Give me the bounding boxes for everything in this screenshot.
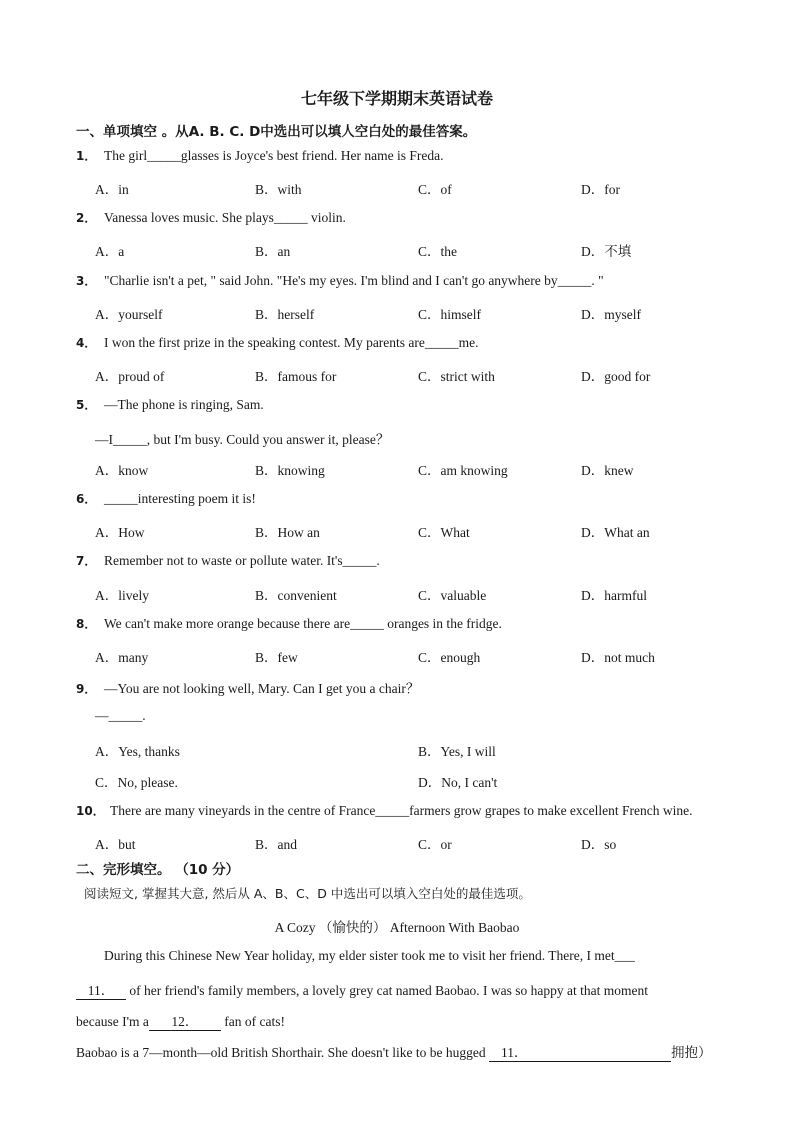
passage-line-4: Baobao is a 7—month—old British Shorthair. She doesn't like to be hugged 11． 拥抱） bbox=[76, 1041, 712, 1062]
question-3: 3． "Charlie isn't a pet, " said John. "He's my eyes. I'm blind and I can't go anywhere by_____. " bbox=[76, 273, 604, 288]
option-b: B．Yes, I will bbox=[418, 744, 496, 759]
option-d: D．so bbox=[581, 837, 617, 852]
option-c: C．No, please. bbox=[95, 775, 178, 790]
option-c: C．What bbox=[418, 525, 470, 540]
option-b: B．famous for bbox=[255, 369, 337, 384]
option-b: B．with bbox=[255, 182, 302, 197]
section2-heading: 二、完形填空。 （10 分） bbox=[76, 862, 240, 878]
option-b: B．knowing bbox=[255, 463, 325, 478]
question-4-options bbox=[95, 365, 775, 383]
question-7-options bbox=[95, 584, 775, 602]
option-b: B．convenient bbox=[255, 588, 337, 603]
option-b: B．and bbox=[255, 837, 297, 852]
question-6-options bbox=[95, 521, 775, 539]
blank-11: 11． bbox=[76, 979, 126, 1000]
option-a: A．proud of bbox=[95, 369, 165, 384]
passage-line-1: During this Chinese New Year holiday, my elder sister took me to visit her friend. There, I met___ bbox=[104, 948, 635, 963]
question-10-options bbox=[95, 833, 775, 851]
option-d: D．myself bbox=[581, 307, 641, 322]
option-a: A．know bbox=[95, 463, 149, 478]
page-title: 七年级下学期期末英语试卷 bbox=[300, 89, 493, 108]
passage-title: A Cozy （愉快的） Afternoon With Baobao bbox=[274, 920, 520, 935]
option-d: D．harmful bbox=[581, 588, 647, 603]
option-d: D．不填 bbox=[581, 244, 632, 259]
passage-line-2: 11． of her friend's family members, a lovely grey cat named Baobao. I was so happy at that moment bbox=[76, 979, 648, 1000]
question-9-dialogue: —_____. bbox=[95, 708, 146, 723]
question-10: 10． There are many vineyards in the centre of France_____farmers grow grapes to make excellent French wine. bbox=[76, 803, 693, 818]
option-d: D．good for bbox=[581, 369, 651, 384]
blank-11-second: 11． bbox=[489, 1041, 671, 1062]
question-5: 5． —The phone is ringing, Sam. bbox=[76, 397, 264, 412]
option-b: B．herself bbox=[255, 307, 315, 322]
option-a: A．lively bbox=[95, 588, 149, 603]
option-d: D．knew bbox=[581, 463, 634, 478]
question-9: 9． —You are not looking well, Mary. Can I get you a chair？ bbox=[76, 681, 420, 696]
question-2: 2． Vanessa loves music. She plays_____ violin. bbox=[76, 210, 346, 225]
passage-line-3: because I'm a 12． fan of cats! bbox=[76, 1010, 285, 1031]
section1-heading: 一、单项填空 。从A. B. C. D中选出可以填人空白处的最佳答案。 bbox=[76, 124, 477, 140]
section2-instructions: 阅读短文, 掌握其大意, 然后从 A、B、C、D 中选出可以填入空白处的最佳选项。 bbox=[84, 886, 531, 901]
option-b: B．How an bbox=[255, 525, 320, 540]
option-c: C．or bbox=[418, 837, 452, 852]
question-2-options bbox=[95, 240, 775, 258]
option-b: B．few bbox=[255, 650, 298, 665]
question-9-options-row1 bbox=[95, 740, 775, 758]
option-c: C．valuable bbox=[418, 588, 487, 603]
option-a: A．a bbox=[95, 244, 125, 259]
question-8: 8． We can't make more orange because there are_____ oranges in the fridge. bbox=[76, 616, 502, 631]
option-a: A．Yes, thanks bbox=[95, 744, 180, 759]
option-c: C．enough bbox=[418, 650, 481, 665]
option-d: D．not much bbox=[581, 650, 655, 665]
option-c: C．strict with bbox=[418, 369, 495, 384]
question-8-options bbox=[95, 646, 775, 664]
question-1-options bbox=[95, 178, 775, 196]
option-a: A．but bbox=[95, 837, 136, 852]
question-1: 1． The girl_____glasses is Joyce's best friend. Her name is Freda. bbox=[76, 148, 444, 163]
question-5-dialogue: —I_____, but I'm busy. Could you answer it, please？ bbox=[95, 432, 390, 447]
option-c: C．himself bbox=[418, 307, 481, 322]
option-a: A．How bbox=[95, 525, 145, 540]
question-3-options bbox=[95, 303, 775, 321]
question-9-options-row2 bbox=[95, 771, 775, 789]
blank-12: 12． bbox=[149, 1010, 221, 1031]
option-c: C．am knowing bbox=[418, 463, 508, 478]
question-5-options bbox=[95, 459, 775, 477]
question-4: 4． I won the first prize in the speaking contest. My parents are_____me. bbox=[76, 335, 479, 350]
option-a: A．yourself bbox=[95, 307, 163, 322]
question-6: 6． _____interesting poem it is! bbox=[76, 491, 256, 506]
question-7: 7． Remember not to waste or pollute water. It's_____. bbox=[76, 553, 380, 568]
option-a: A．many bbox=[95, 650, 149, 665]
option-c: C．the bbox=[418, 244, 457, 259]
option-d: D．What an bbox=[581, 525, 650, 540]
option-a: A．in bbox=[95, 182, 129, 197]
option-c: C．of bbox=[418, 182, 452, 197]
option-d: D．No, I can't bbox=[418, 775, 498, 790]
option-d: D．for bbox=[581, 182, 620, 197]
option-b: B．an bbox=[255, 244, 291, 259]
